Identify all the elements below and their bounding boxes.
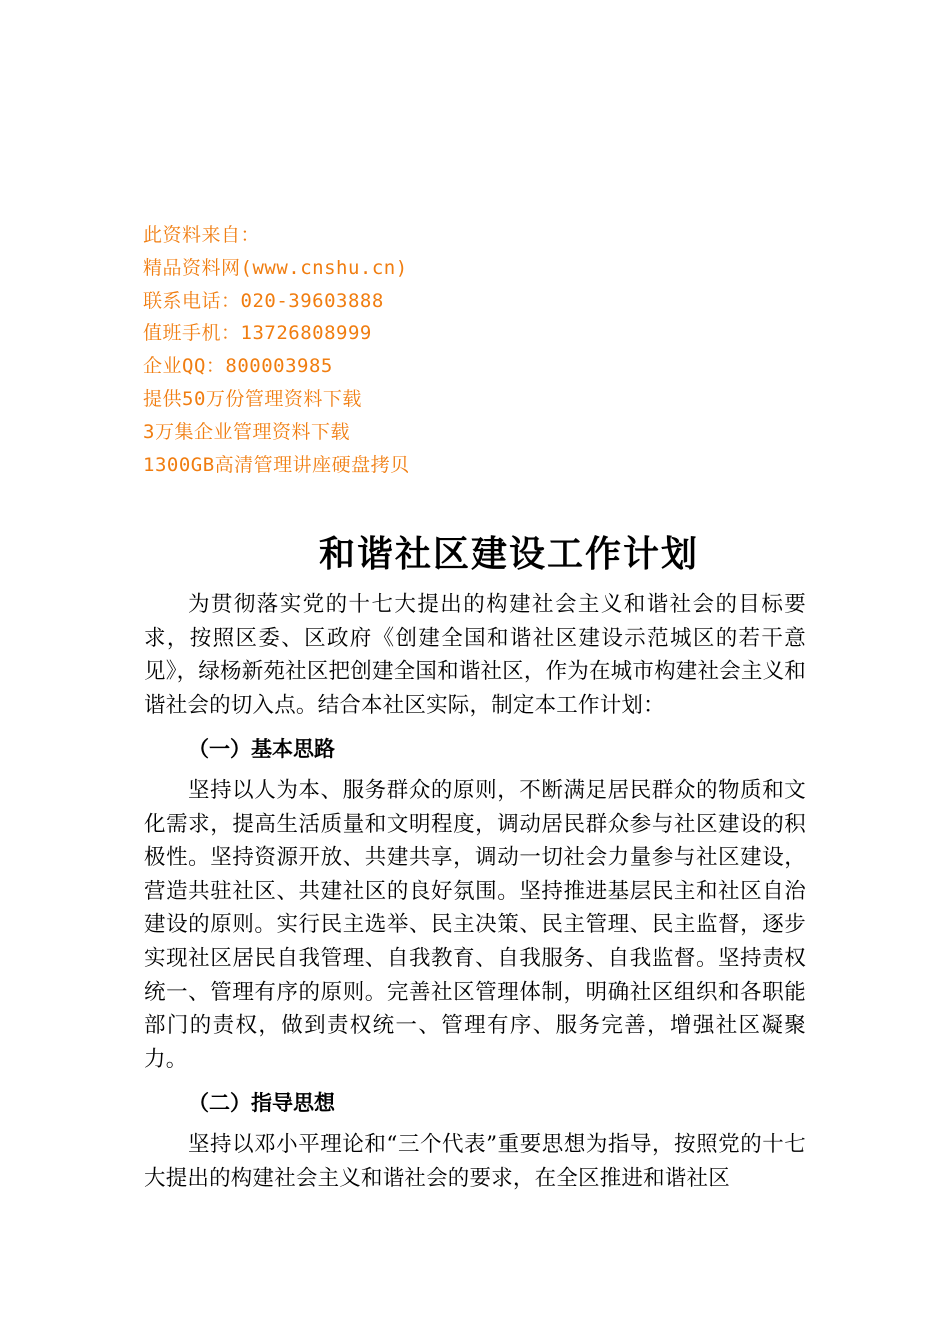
- section-text-guiding-thought: 坚持以邓小平理论和“三个代表”重要思想为指导，按照党的十七大提出的构建社会主义和谐社会的要求，在全区推进和谐社区: [144, 1131, 806, 1191]
- document-body: [144, 588, 806, 1195]
- source-line-phone: 联系电话：020-39603888: [143, 289, 384, 312]
- source-line-origin: 此资料来自：: [143, 224, 261, 246]
- source-line-mobile: 值班手机：13726808999: [143, 322, 372, 345]
- source-line-offer-lectures: 1300GB高清管理讲座硬盘拷贝: [143, 453, 410, 476]
- section-text-basic-approach: 坚持以人为本、服务群众的原则，不断满足居民群众的物质和文化需求，提高生活质量和文明程度，调动居民群众参与社区建设的积极性。坚持资源开放、共建共享，调动一切社会力量参与社区建设，营造共驻社区、共建社区的良好氛围。坚持推进基层民主和社区自治建设的原则。实行民主选举、民主决策、民主管理、民主监督，逐步实现社区居民自我管理、自我教育、自我服务、自我监督。坚持责权统一、管理有序的原则。完善社区管理体制，明确社区组织和各职能部门的责权，做到责权统一、管理有序、服务完善，增强社区凝聚力。: [144, 777, 806, 1072]
- document-title: 和谐社区建设工作计划: [318, 533, 699, 575]
- source-line-offer-docs: 提供50万份管理资料下载: [143, 387, 362, 410]
- source-info-block: [143, 219, 703, 481]
- intro-paragraph: 为贯彻落实党的十七大提出的构建社会主义和谐社会的目标要求，按照区委、区政府《创建全国和谐社区建设示范城区的若干意见》，绿杨新苑社区把创建全国和谐社区，作为在城市构建社会主义和谐社会的切入点。结合本社区实际，制定本工作计划：: [144, 592, 806, 718]
- section-heading-basic-approach: （一）基本思路: [188, 736, 335, 762]
- source-line-qq: 企业QQ：800003985: [143, 355, 333, 378]
- source-line-offer-videos: 3万集企业管理资料下载: [143, 420, 350, 443]
- section-heading-guiding-thought: （二）指导思想: [188, 1090, 335, 1116]
- source-line-website: 精品资料网(www.cnshu.cn): [143, 256, 408, 279]
